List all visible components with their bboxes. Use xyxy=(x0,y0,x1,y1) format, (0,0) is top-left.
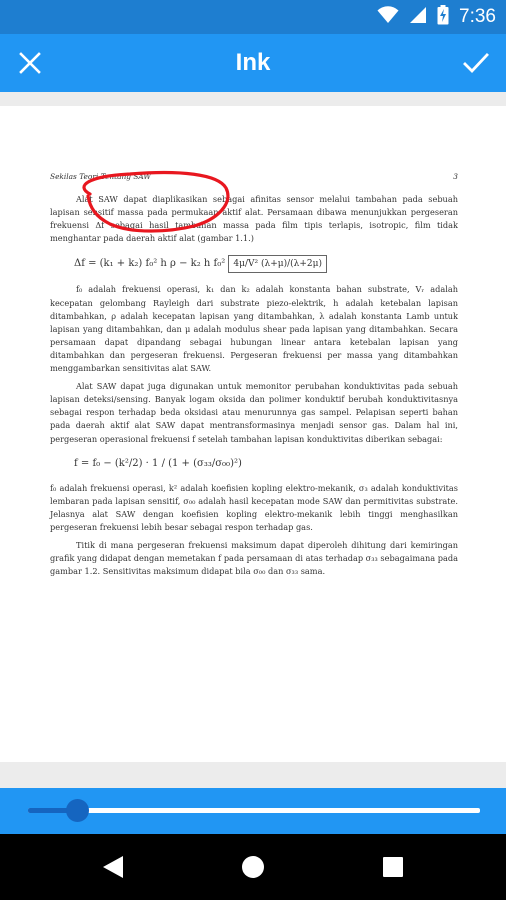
back-button[interactable] xyxy=(96,850,130,884)
formula-1-text: Δf = (k₁ + k₂) f₀² h ρ − k₂ h f₀² xyxy=(74,258,226,270)
recents-button[interactable] xyxy=(376,850,410,884)
page-slider-bar xyxy=(0,788,506,834)
formula-1-box: 4μ/V² (λ+μ)/(λ+2μ) xyxy=(228,255,327,273)
paragraph: Alat SAW dapat juga digunakan untuk memonitor perubahan konduktivitas pada sebuah lapisan deteksi/sensing. Banyak logam oksida dan polimer konduktif berubah konduktivitasnya sebagai respon terhadap beda oksidasi atau menurunnya gas sampel. Pelapisan seperti bahan pada daerah aktif alat SAW dapat mentransformasinya menjadi sensor gas. Dalam hal ini, pergeseran operasional frekuensi f setelah tambahan lapisan konduktivitas diberikan sebagai: xyxy=(50,381,458,444)
status-icons xyxy=(377,0,496,34)
battery-charging-icon xyxy=(437,5,449,29)
home-button[interactable] xyxy=(236,850,270,884)
home-icon xyxy=(241,855,265,879)
signal-icon xyxy=(409,6,427,28)
document-viewer[interactable] xyxy=(0,92,506,788)
document-page[interactable] xyxy=(0,106,506,762)
confirm-button[interactable] xyxy=(456,43,496,83)
paragraph: Titik di mana pergeseran frekuensi maksimum dapat diperoleh dihitung dari kemiringan grafik yang didapat dengan memetakan f pada persamaan di atas terhadap σ₃₃ sebagaimana pada gambar 1.2. Sensitivitas maksimum didapat bila σ₀₀ dan σ₃₃ sama. xyxy=(50,539,458,577)
wifi-icon xyxy=(377,6,399,28)
paragraph: Alat SAW dapat diaplikasikan sebagai afinitas sensor melalui tambahan pada sebuah lapisan sensitif massa pada permukaan aktif alat. Persamaan dibawa menunjukkan pergeseran frekuensi Δf sebagai hasil tambahan massa pada film tipis terlapis, isotropic, film tidak menghantar pada daerah aktif alat (gambar 1.1.) xyxy=(50,194,458,244)
formula-1 xyxy=(74,255,458,273)
formula-2: f = f₀ − (k²/2) · 1 / (1 + (σ₃₃/σ₀₀)²) xyxy=(74,457,242,469)
page-number: 3 xyxy=(453,172,458,181)
status-bar xyxy=(0,0,506,34)
navigation-bar xyxy=(0,834,506,900)
page-content xyxy=(50,170,458,583)
running-header-title: Sekilas Teori Tentang SAW xyxy=(50,172,152,181)
app-bar xyxy=(0,34,506,92)
running-header xyxy=(50,170,458,183)
app-title: Ink xyxy=(235,49,271,76)
status-time: 7:36 xyxy=(459,6,496,27)
page-slider-track[interactable] xyxy=(28,808,480,813)
check-icon xyxy=(463,52,489,74)
page-slider-thumb[interactable] xyxy=(66,799,89,822)
paragraph: f₀ adalah frekuensi operasi, k₁ dan k₂ adalah konstanta bahan substrate, Vᵣ adalah kecepatan gelombang Rayleigh dari substrate piezo-elektrik, h adalah ketebalan lapisan ditambahkan, ρ adalah kecepatan lapisan yang ditambahkan, λ adalah konstanta Lamb untuk lapisan yang ditambahkan, dan μ adalah modulus shear pada lapisan yang ditambahkan. Secara persamaan dapat dipandang sebagai hubungan linear antara ketebalan lapisan yang ditambahkan dan pergeseran frekuensi. Pergeseran frekuensi per massa yang ditambahkan menggambarkan sensitivitas alat SAW. xyxy=(50,284,458,374)
recents-icon xyxy=(382,856,404,878)
back-icon xyxy=(102,855,124,879)
paragraph: f₀ adalah frekuensi operasi, k² adalah koefisien kopling elektro-mekanik, σ₃ adalah konduktivitas lembaran pada lapisan sensitif, σ₀₀ adalah hasil kecepatan mode SAW dan permitivitas substrate. Jelasnya alat SAW dengan koefisien kopling elektro-mekanik lebih tinggi menghasilkan pergeseran frekuensi lebih besar sebagai respon terhadap gas. xyxy=(50,482,458,532)
